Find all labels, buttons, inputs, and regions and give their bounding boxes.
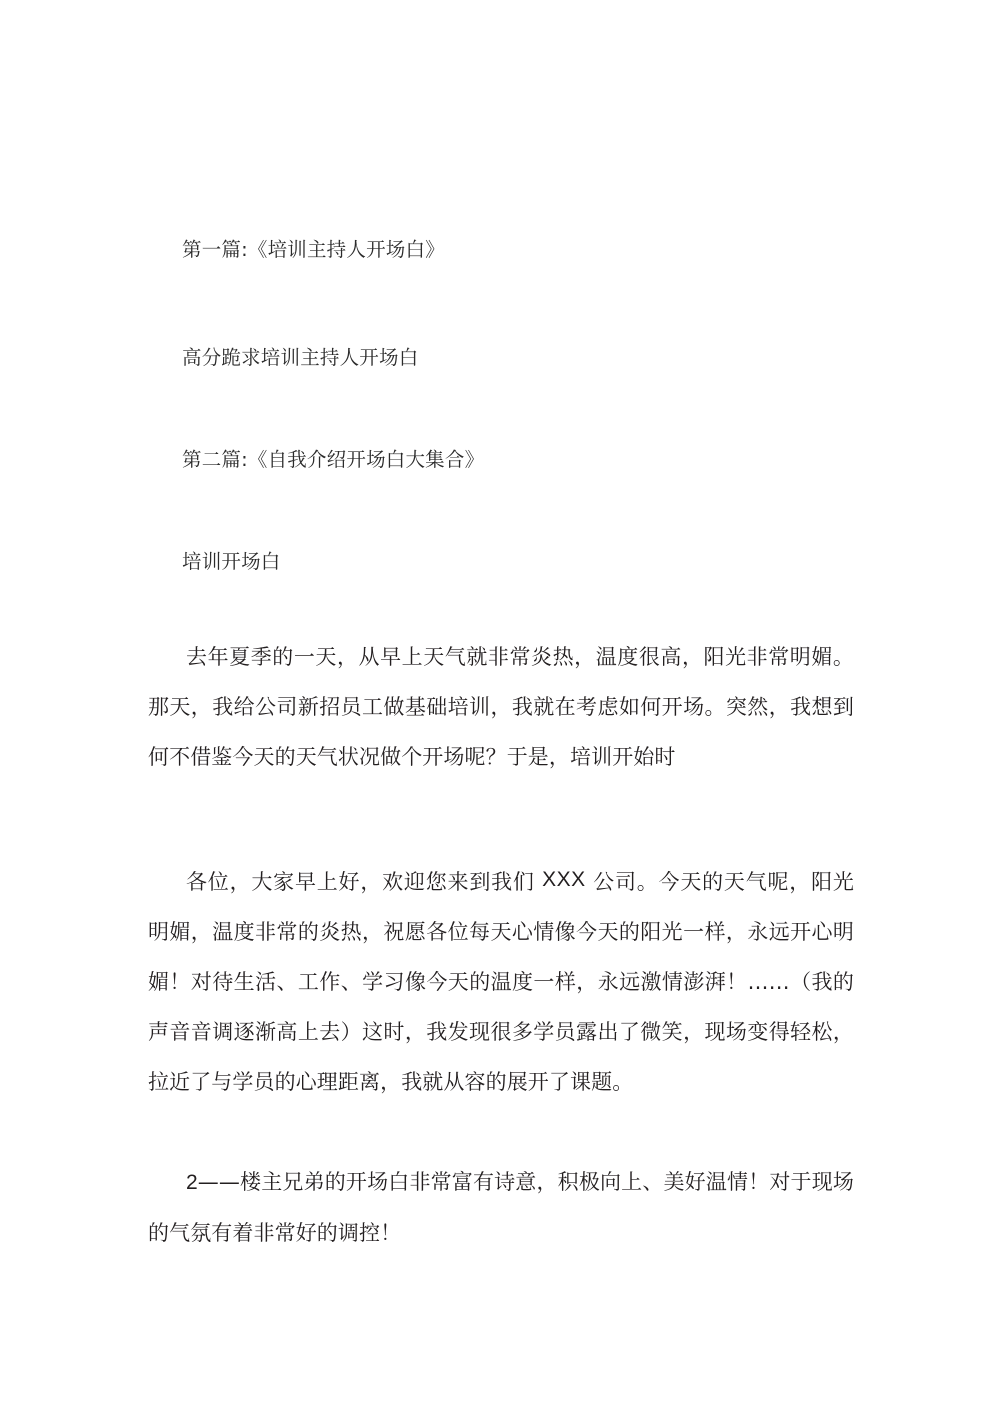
heading-block-part-one [148, 234, 445, 265]
company-placeholder-token: XXX [542, 868, 586, 891]
part-one-title: 第一篇:《培训主持人开场白》 [182, 238, 445, 261]
paragraph-comment [148, 1157, 854, 1258]
paragraph-block-comment [148, 1157, 854, 1258]
paragraph-block-story [148, 632, 854, 782]
part-one-subtitle: 高分跪求培训主持人开场白 [182, 346, 419, 369]
heading-block-part-two [148, 444, 484, 475]
paragraph-story: 去年夏季的一天，从早上天气就非常炎热，温度很高，阳光非常明媚。那天，我给公司新招员工做基础培训，我就在考虑如何开场。突然，我想到何不借鉴今天的天气状况做个开场呢？于是，培训开始时 [148, 645, 854, 769]
paragraph-greeting-suffix: 公司。今天的天气呢，阳光明媚，温度非常的炎热，祝愿各位每天心情像今天的阳光一样，永远开心明媚！对待生活、工作、学习像今天的温度一样，永远激情澎湃！……（我的声音音调逐渐高上去）这时，我发现很多学员露出了微笑，现场变得轻松，拉近了与学员的心理距离，我就从容的展开了课题。 [148, 870, 854, 1094]
comment-number: 2 [186, 1171, 198, 1194]
paragraph-greeting [148, 855, 854, 1107]
heading-block-section [148, 546, 281, 577]
heading-block-part-one-subtitle [148, 342, 418, 373]
section-title: 培训开场白 [182, 550, 281, 573]
part-two-title: 第二篇:《自我介绍开场白大集合》 [182, 448, 485, 471]
paragraph-greeting-prefix: 各位，大家早上好，欢迎您来到我们 [186, 870, 543, 894]
comment-text: 楼主兄弟的开场白非常富有诗意，积极向上、美好温情！对于现场的气氛有着非常好的调控！ [148, 1170, 854, 1245]
comment-dash: —— [197, 1170, 240, 1194]
paragraph-block-greeting [148, 855, 854, 1107]
